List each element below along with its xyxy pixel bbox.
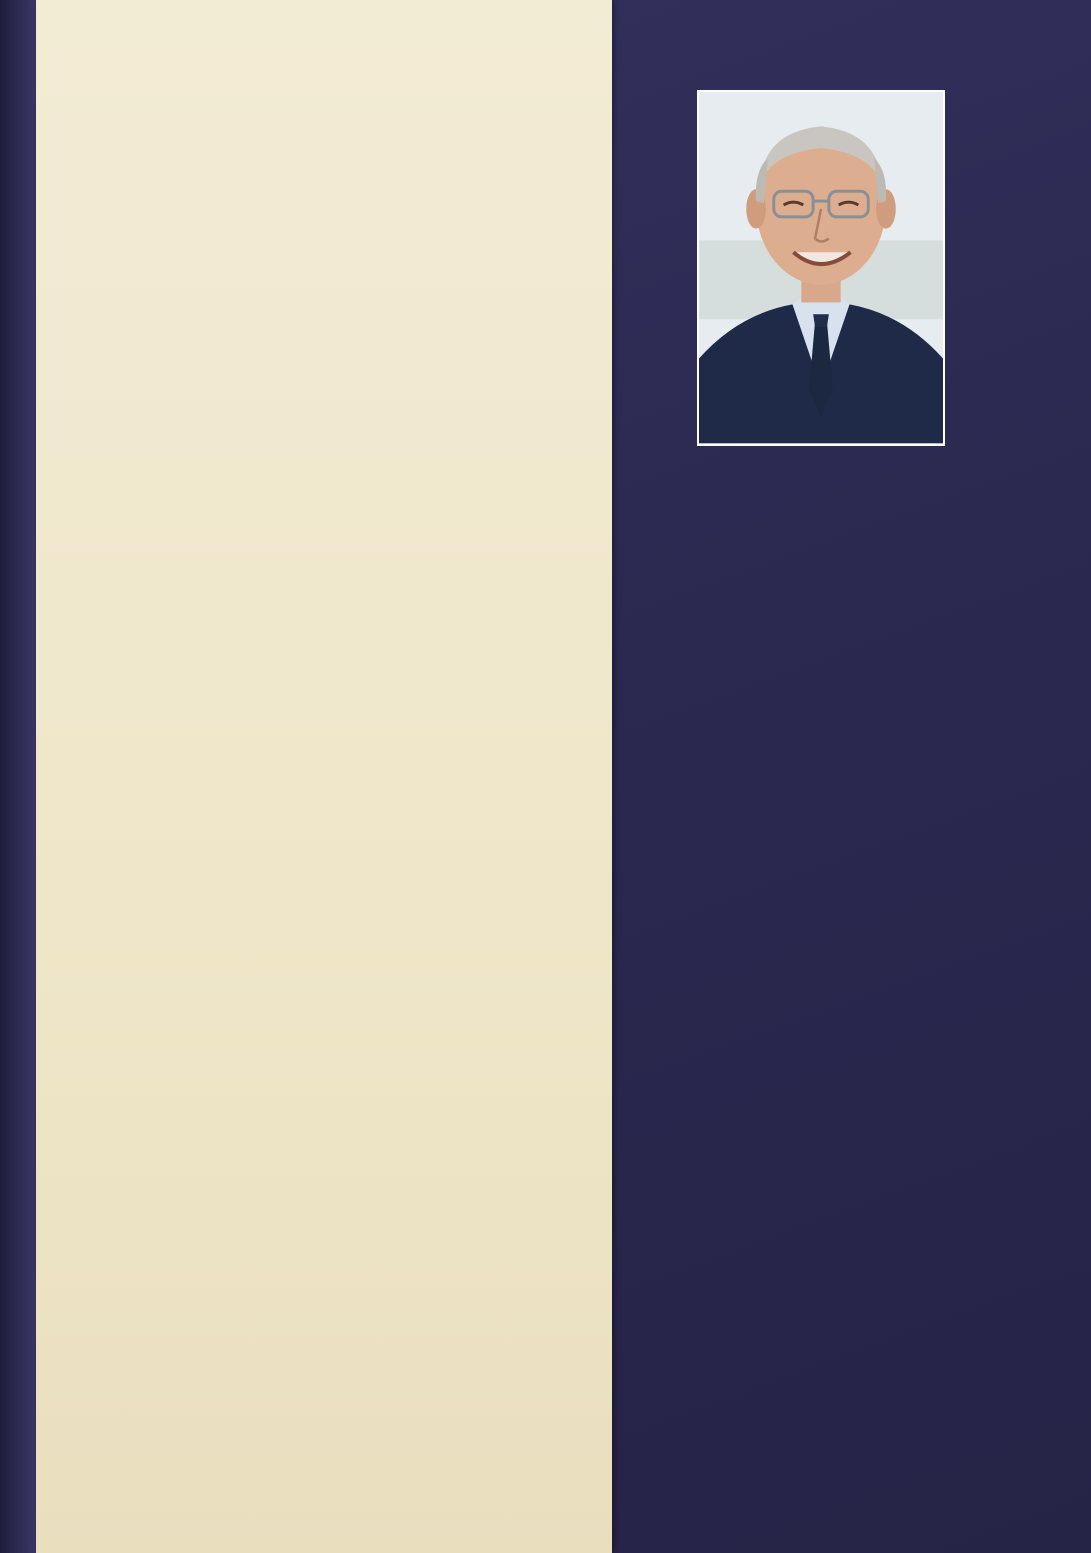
blurb-signature (86, 1515, 286, 1545)
cover-left-edge (0, 0, 36, 1553)
author-portrait (697, 90, 945, 446)
author-name (700, 515, 960, 595)
blurb-panel (36, 0, 612, 1553)
book-title (660, 945, 990, 1095)
blurb-text (66, 55, 586, 1475)
author-portrait-illustration (699, 92, 943, 444)
